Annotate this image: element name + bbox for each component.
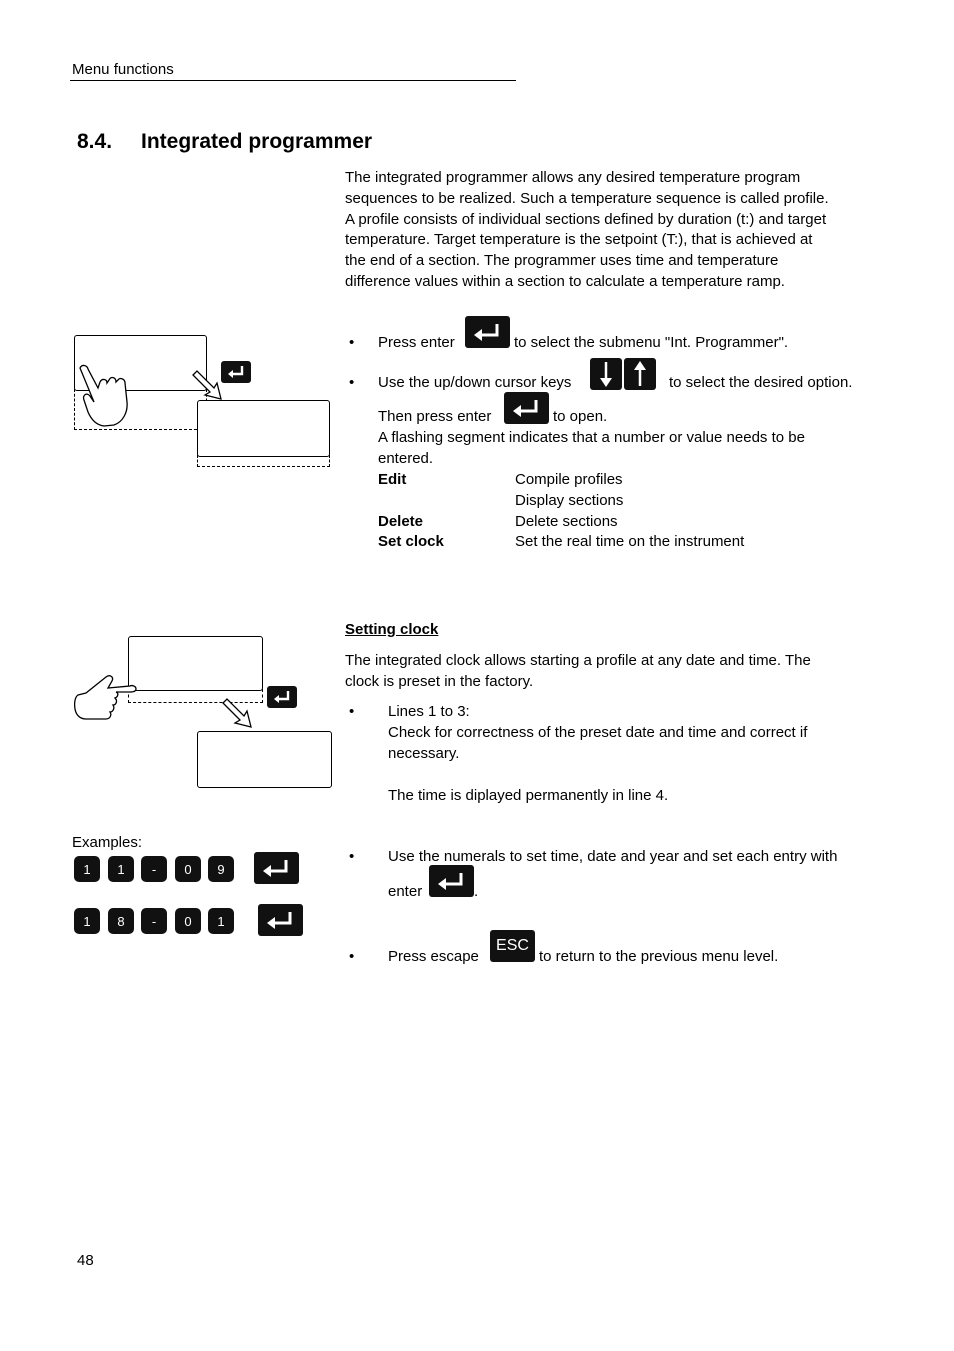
option-desc: Compile profiles [515, 471, 623, 488]
enter-key-icon[interactable] [504, 392, 549, 424]
running-header: Menu functions [72, 61, 174, 78]
intro-line: sequences to be realized. Such a temperature sequence is called profile. [345, 189, 829, 207]
press-enter-prefix: Press enter [378, 334, 455, 351]
arrow-down-key-icon[interactable] [590, 358, 622, 390]
check-line: necessary. [388, 745, 460, 762]
intro-line: temperature. Target temperature is the setpoint (T:), that is achieved at [345, 231, 813, 249]
numeral-key: 1 [74, 856, 100, 882]
numerals-line: Use the numerals to set time, date and year and set each entry with [388, 848, 838, 865]
numeral-key: 0 [175, 908, 201, 934]
option-label: Set clock [378, 533, 444, 550]
minus-key: - [141, 856, 167, 882]
examples-label: Examples: [72, 834, 143, 851]
enter-key-icon [258, 904, 303, 936]
numeral-key: 0 [175, 856, 201, 882]
numerals-enter: enter [388, 883, 423, 900]
arrow-icon [190, 368, 226, 404]
enter-key-icon[interactable] [465, 316, 510, 348]
display-box-upper [128, 636, 263, 691]
intro-paragraph [345, 168, 875, 293]
press-enter-suffix: to select the submenu "Int. Programmer". [514, 334, 789, 351]
option-label: Delete [378, 513, 424, 530]
enter-key-icon [267, 686, 297, 708]
escape-suffix: to return to the previous menu level. [539, 948, 779, 965]
intro-line: difference values within a section to calculate a temperature ramp. [345, 272, 785, 290]
bullet: • [349, 703, 355, 720]
cursor-keys-prefix: Use the up/down cursor keys [378, 374, 572, 391]
numeral-key: 9 [208, 856, 234, 882]
enter-key-icon [254, 852, 299, 884]
clock-paragraph: The integrated clock allows starting a profile at any date and time. The [345, 652, 811, 669]
numeral-key: 8 [108, 908, 134, 934]
option-desc: Display sections [515, 492, 624, 509]
display-box-lower-dashed [197, 455, 330, 467]
option-desc: Delete sections [515, 513, 618, 530]
flashing-note: A flashing segment indicates that a number or value needs to be [378, 429, 805, 446]
lines-head: Lines 1 to 3: [388, 703, 470, 720]
display-box-lower [197, 400, 330, 457]
intro-line: the end of a section. The programmer uses time and temperature [345, 252, 779, 270]
display-box-lower [197, 731, 332, 788]
then-press-prefix: Then press enter [378, 408, 492, 425]
bullet: • [349, 848, 355, 865]
option-label: Edit [378, 471, 407, 488]
arrow-up-key-icon[interactable] [624, 358, 656, 390]
setting-clock-heading: Setting clock [345, 621, 439, 638]
bullet: • [349, 948, 355, 965]
time-line: The time is diplayed permanently in line 4. [388, 787, 669, 804]
numeral-key: 1 [208, 908, 234, 934]
enter-key-icon[interactable] [429, 865, 474, 897]
bullet: • [349, 374, 355, 391]
arrow-icon [220, 696, 256, 732]
bullet: • [349, 334, 355, 351]
header-rule [70, 80, 516, 81]
esc-key[interactable]: ESC [490, 930, 535, 962]
section-number: 8.4. [77, 130, 113, 153]
page-number: 48 [77, 1252, 94, 1269]
check-line: Check for correctness of the preset date and time and correct if [388, 724, 808, 741]
pointing-hand-icon [72, 673, 138, 721]
intro-line: The integrated programmer allows any desired temperature program [345, 169, 801, 186]
minus-key: - [141, 908, 167, 934]
numerals-period: . [474, 883, 479, 900]
cursor-keys-suffix: to select the desired option. [669, 374, 853, 391]
intro-line: A profile consists of individual sections defined by duration (t:) and target [345, 210, 827, 228]
clock-paragraph: clock is preset in the factory. [345, 673, 534, 690]
numeral-key: 1 [108, 856, 134, 882]
flashing-note: entered. [378, 450, 434, 467]
pointing-hand-icon [76, 362, 132, 428]
section-title: Integrated programmer [141, 130, 373, 153]
option-desc: Set the real time on the instrument [515, 533, 745, 550]
then-press-suffix: to open. [553, 408, 608, 425]
escape-prefix: Press escape [388, 948, 479, 965]
numeral-key: 1 [74, 908, 100, 934]
